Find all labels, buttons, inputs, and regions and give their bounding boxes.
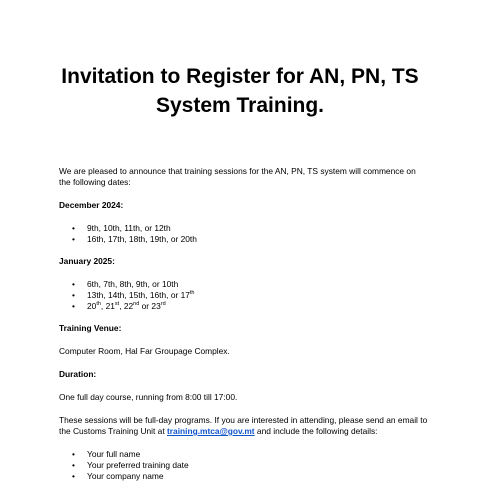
december-dates-list <box>59 223 429 245</box>
duration-heading: Duration: <box>59 369 97 379</box>
list-item: • Your preferred training date <box>59 460 429 471</box>
details-list <box>59 449 429 482</box>
list-item: • Your company name <box>59 471 429 482</box>
list-item: • 6th, 7th, 8th, 9th, or 10th <box>59 279 429 290</box>
list-item <box>59 301 429 312</box>
page-title <box>40 62 440 120</box>
date-suffix: rd <box>160 301 166 308</box>
january-dates-list <box>59 279 429 312</box>
intro-paragraph: We are pleased to announce that training sessions for the AN, PN, TS system will commence on the following dates: <box>59 166 416 187</box>
date-separator: , <box>119 301 124 311</box>
venue-heading: Training Venue: <box>59 323 122 333</box>
date-day: 21 <box>105 301 115 311</box>
title-line-2: System Training. <box>155 94 325 117</box>
date-day: 23 <box>151 301 161 311</box>
list-item: • 9th, 10th, 11th, or 12th <box>59 223 429 234</box>
title-line-1: Invitation to Register for AN, PN, TS <box>61 65 419 88</box>
sessions-text-before: These sessions will be full-day programs. If you are interested in attending, please send an email to the Customs Training Unit at <box>59 415 428 436</box>
list-item: • Your full name <box>59 449 429 460</box>
date-suffix: st <box>114 301 120 308</box>
date-separator: , <box>100 301 106 311</box>
date-suffix: th <box>189 290 195 297</box>
date-day: 22 <box>123 301 134 311</box>
document-body <box>59 166 429 493</box>
date-suffix: nd <box>133 301 140 308</box>
december-heading: December 2024: <box>59 200 124 210</box>
date-text: 13th, 14th, 15th, 16th, or 17 <box>87 290 190 300</box>
sessions-text-after: and include the following details: <box>254 426 378 436</box>
date-day: 20 <box>87 301 97 311</box>
date-separator: or <box>139 301 152 311</box>
date-suffix: th <box>96 301 101 308</box>
duration-text: One full day course, running from 8:00 till 17:00. <box>59 392 238 402</box>
list-item <box>59 290 429 301</box>
january-heading: January 2025: <box>59 256 115 266</box>
sessions-paragraph <box>59 415 429 437</box>
training-email-link[interactable]: training.mtca@gov.mt <box>167 426 255 436</box>
list-item: • 16th, 17th, 18th, 19th, or 20th <box>59 234 429 245</box>
venue-text: Computer Room, Hal Far Groupage Complex. <box>59 346 230 356</box>
